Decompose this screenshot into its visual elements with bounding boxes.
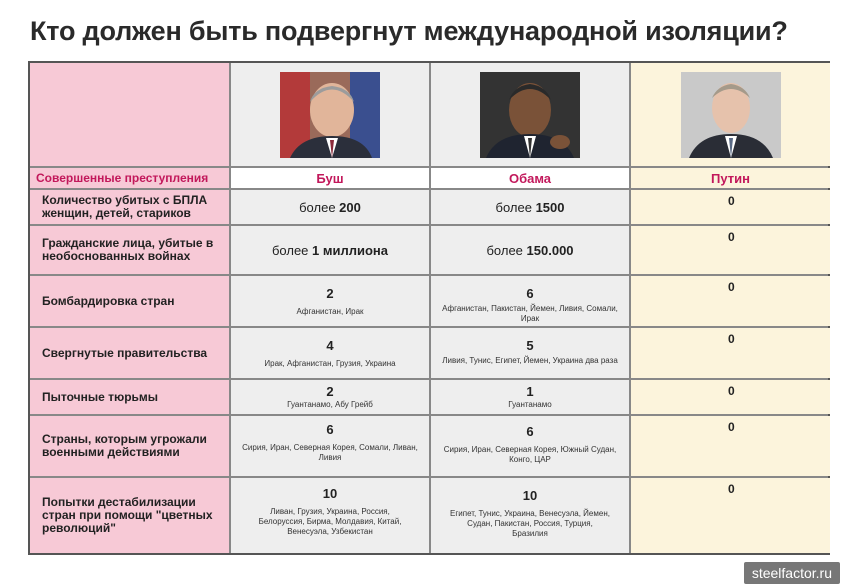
obama-cell: [431, 478, 629, 553]
putin-value: 0: [728, 482, 735, 496]
putin-portrait-icon: [681, 72, 781, 158]
bush-cell: [231, 380, 429, 414]
bush-value: 4: [326, 338, 334, 353]
bush-value: 10: [322, 486, 338, 501]
obama-cell: [431, 190, 629, 224]
putin-cell: [631, 478, 830, 553]
header-putin: Путин: [631, 168, 830, 188]
bush-detail: Гуантанамо, Абу Грейб: [287, 400, 373, 409]
obama-prefix: более: [486, 242, 527, 258]
bush-cell: [231, 190, 429, 224]
obama-detail: Египет, Тунис, Украина, Венесуэла, Йемен, Судан, Пакистан, Россия, Турция, Бразилия: [450, 509, 610, 538]
putin-value: 0: [728, 332, 735, 346]
putin-value: 0: [728, 230, 735, 244]
bush-detail: Ирак, Афганистан, Грузия, Украина: [264, 359, 396, 368]
obama-value: 6: [526, 424, 534, 439]
watermark: steelfactor.ru: [744, 562, 840, 584]
row-label: Пыточные тюрьмы: [30, 380, 229, 414]
row-label: Количество убитых с БПЛА женщин, детей, стариков: [30, 190, 229, 224]
obama-value: 5: [526, 338, 534, 353]
header-crimes: Совершенные преступления: [30, 168, 229, 188]
putin-cell: [631, 380, 830, 414]
row-label: Бомбардировка стран: [30, 276, 229, 326]
obama-portrait-icon: [480, 72, 580, 158]
row-label: Попытки дестабилизации стран при помощи "цветных революций": [30, 478, 229, 553]
bush-value: 6: [326, 422, 334, 437]
putin-value: 0: [728, 280, 735, 294]
obama-cell: [431, 276, 629, 326]
bush-prefix: более: [271, 242, 313, 258]
bush-cell: [231, 478, 429, 553]
row-label: Свергнутые правительства: [30, 328, 229, 378]
photo-cell-empty: [30, 63, 229, 166]
photo-cell-putin: [631, 63, 830, 166]
obama-cell: [431, 328, 629, 378]
bush-value: 200: [339, 199, 361, 215]
bush-value: 2: [326, 286, 334, 301]
putin-cell: [631, 226, 830, 274]
putin-cell: [631, 328, 830, 378]
putin-cell: [631, 190, 830, 224]
obama-detail: Гуантанамо: [508, 400, 552, 409]
obama-detail: Сирия, Иран, Северная Корея, Южный Судан, Конго, ЦАР: [443, 445, 617, 464]
putin-cell: [631, 276, 830, 326]
obama-value: 10: [522, 488, 538, 503]
obama-prefix: более: [495, 199, 536, 215]
bush-detail: Ливан, Грузия, Украина, Россия, Белоруссия, Бирма, Молдавия, Китай, Венесуэла, Узбекистан: [258, 507, 402, 536]
row-label: Гражданские лица, убитые в необоснованных войнах: [30, 226, 229, 274]
photo-cell-obama: [431, 63, 629, 166]
bush-prefix: более: [299, 199, 340, 215]
bush-cell: [231, 416, 429, 476]
obama-cell: [431, 226, 629, 274]
header-obama: Обама: [431, 168, 629, 188]
obama-value: 150.000: [526, 242, 574, 258]
bush-cell: [231, 328, 429, 378]
comparison-table: [28, 61, 830, 555]
obama-value: 1: [526, 384, 534, 399]
bush-cell: [231, 226, 429, 274]
row-label: Страны, которым угрожали военными действиями: [30, 416, 229, 476]
bush-value: 1 миллиона: [312, 242, 389, 258]
bush-cell: [231, 276, 429, 326]
header-bush: Буш: [231, 168, 429, 188]
obama-cell: [431, 416, 629, 476]
bush-detail: Сирия, Иран, Северная Корея, Сомали, Ливан, Ливия: [242, 443, 418, 462]
putin-value: 0: [728, 420, 735, 434]
obama-detail: Ливия, Тунис, Египет, Йемен, Украина два раза: [442, 356, 618, 365]
obama-detail: Афганистан, Пакистан, Йемен, Ливия, Сомали, Ирак: [442, 304, 618, 323]
putin-value: 0: [728, 384, 735, 398]
bush-value: 2: [326, 384, 334, 399]
putin-cell: [631, 416, 830, 476]
photo-cell-bush: [231, 63, 429, 166]
bush-portrait-icon: [280, 72, 380, 158]
obama-cell: [431, 380, 629, 414]
putin-value: 0: [728, 194, 735, 208]
obama-value: 1500: [535, 199, 565, 215]
obama-value: 6: [526, 286, 534, 301]
page-title: Кто должен быть подвергнут международной изоляции?: [30, 16, 788, 46]
bush-detail: Афганистан, Ирак: [296, 307, 364, 316]
